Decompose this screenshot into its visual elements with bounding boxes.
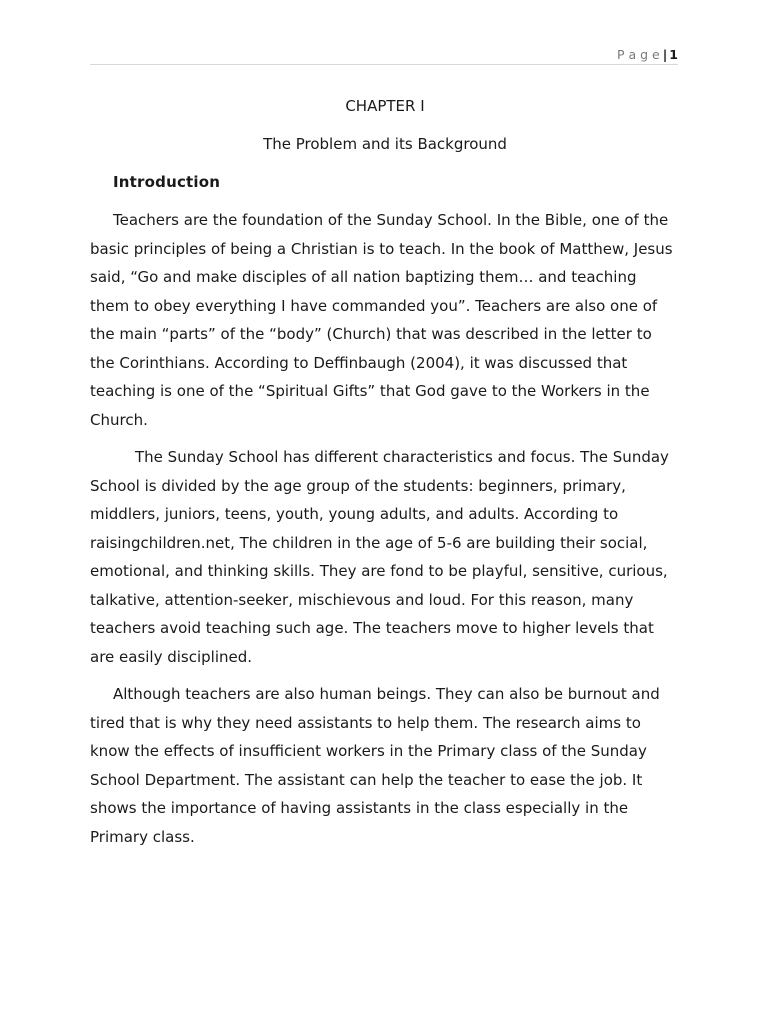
chapter-heading: CHAPTER I bbox=[345, 97, 425, 115]
page-number: 1 bbox=[669, 47, 678, 62]
page-separator: | bbox=[662, 47, 668, 62]
page-label: P a g e bbox=[616, 47, 660, 62]
paragraph-2: The Sunday School has different characteristics and focus. The Sunday School is divided by the age group of the students: beginners, primary, middlers, juniors, teens, youth, young adults, and adults. According to raisingchildren.net, The children in the age of 5-6 are building their social, emotional, and thinking skills. They are fond to be playful, sensitive, curious, talkative, attention-seeker, mischievous and loud. For this reason, many teachers avoid teaching such age. The teachers move to higher levels that are easily disciplined. bbox=[90, 448, 669, 666]
document-body bbox=[90, 92, 680, 860]
paragraph-1: Teachers are the foundation of the Sunday School. In the Bible, one of the basic principles of being a Christian is to teach. In the book of Matthew, Jesus said, “Go and make disciples of all nation baptizing them… and teaching them to obey everything I have commanded you”. Teachers are also one of the main “parts” of the “body” (Church) that was described in the letter to the Corinthians. According to Deffinbaugh (2004), it was discussed that teaching is one of the “Spiritual Gifts” that God gave to the Workers in the Church. bbox=[90, 211, 673, 429]
page-header bbox=[90, 46, 678, 64]
paragraph-3: Although teachers are also human beings. They can also be burnout and tired that is why they need assistants to help them. The research aims to know the effects of insufficient workers in the Primary class of the Sunday School Department. The assistant can help the teacher to ease the job. It shows the importance of having assistants in the class especially in the Primary class. bbox=[90, 685, 660, 846]
document-title: The Problem and its Background bbox=[263, 135, 507, 153]
header-rule bbox=[90, 64, 678, 65]
section-heading: Introduction bbox=[113, 173, 221, 191]
